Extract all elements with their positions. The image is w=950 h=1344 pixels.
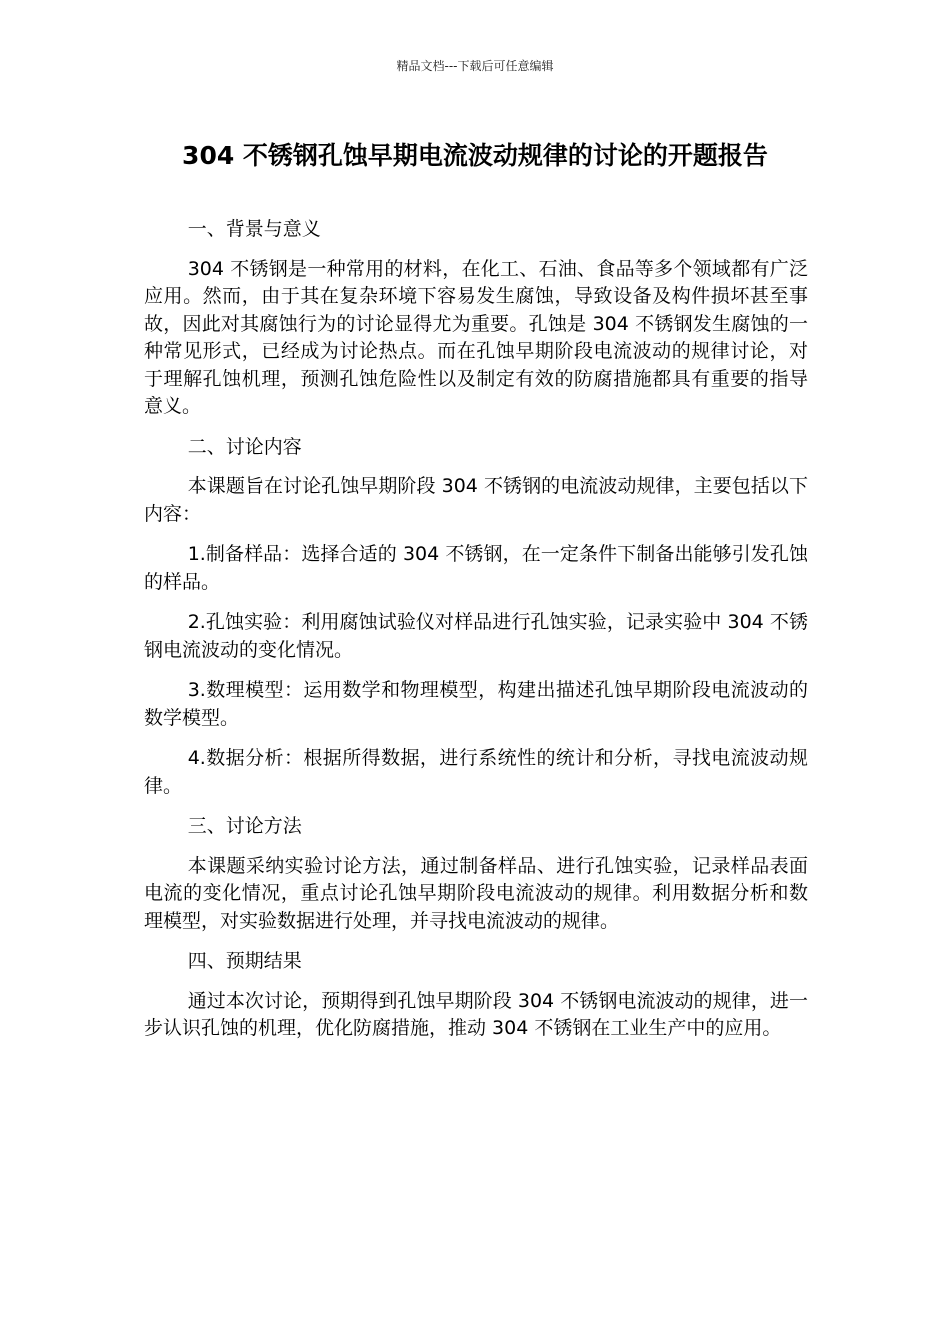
section-heading-method: 三、讨论方法 — [187, 815, 302, 837]
paragraph-content-intro: 本课题旨在讨论孔蚀早期阶段 304 不锈钢的电流波动规律，主要包括以下内容： — [144, 475, 808, 525]
header-note: 精品文档---下载后可任意编辑 — [396, 59, 554, 73]
document-title: 304 不锈钢孔蚀早期电流波动规律的讨论的开题报告 — [182, 141, 768, 170]
paragraph-background: 304 不锈钢是一种常用的材料，在化工、石油、食品等多个领域都有广泛应用。然而，由于其在复杂环境下容易发生腐蚀，导致设备及构件损坏甚至事故，因此对其腐蚀行为的讨论显得尤为重要。孔蚀是 304 不锈钢发生腐蚀的一种常见形式，已经成为讨论热点。而在孔蚀早期阶段电流波动的规律讨论，对于理解孔蚀机理，预测孔蚀危险性以及制定有效的防腐措施都具有重要的指导意义。 — [144, 257, 808, 417]
paragraph-method: 本课题采纳实验讨论方法，通过制备样品、进行孔蚀实验，记录样品表面电流的变化情况，重点讨论孔蚀早期阶段电流波动的规律。利用数据分析和数理模型，对实验数据进行处理，并寻找电流波动的规律。 — [144, 854, 808, 932]
list-item-sample-prep: 1.制备样品：选择合适的 304 不锈钢，在一定条件下制备出能够引发孔蚀的样品。 — [144, 543, 808, 593]
document-body — [144, 216, 808, 1056]
list-item-math-model: 3.数理模型：运用数学和物理模型，构建出描述孔蚀早期阶段电流波动的数学模型。 — [144, 679, 808, 729]
list-item-pitting-experiment: 2.孔蚀实验：利用腐蚀试验仪对样品进行孔蚀实验，记录实验中 304 不锈钢电流波动的变化情况。 — [144, 611, 808, 661]
paragraph-expected-results: 通过本次讨论，预期得到孔蚀早期阶段 304 不锈钢电流波动的规律，进一步认识孔蚀的机理，优化防腐措施，推动 304 不锈钢在工业生产中的应用。 — [144, 989, 808, 1039]
section-heading-expected-results: 四、预期结果 — [187, 950, 302, 972]
section-heading-background: 一、背景与意义 — [187, 218, 321, 240]
section-heading-content: 二、讨论内容 — [187, 435, 302, 458]
list-item-data-analysis: 4.数据分析：根据所得数据，进行系统性的统计和分析，寻找电流波动规律。 — [144, 747, 808, 797]
